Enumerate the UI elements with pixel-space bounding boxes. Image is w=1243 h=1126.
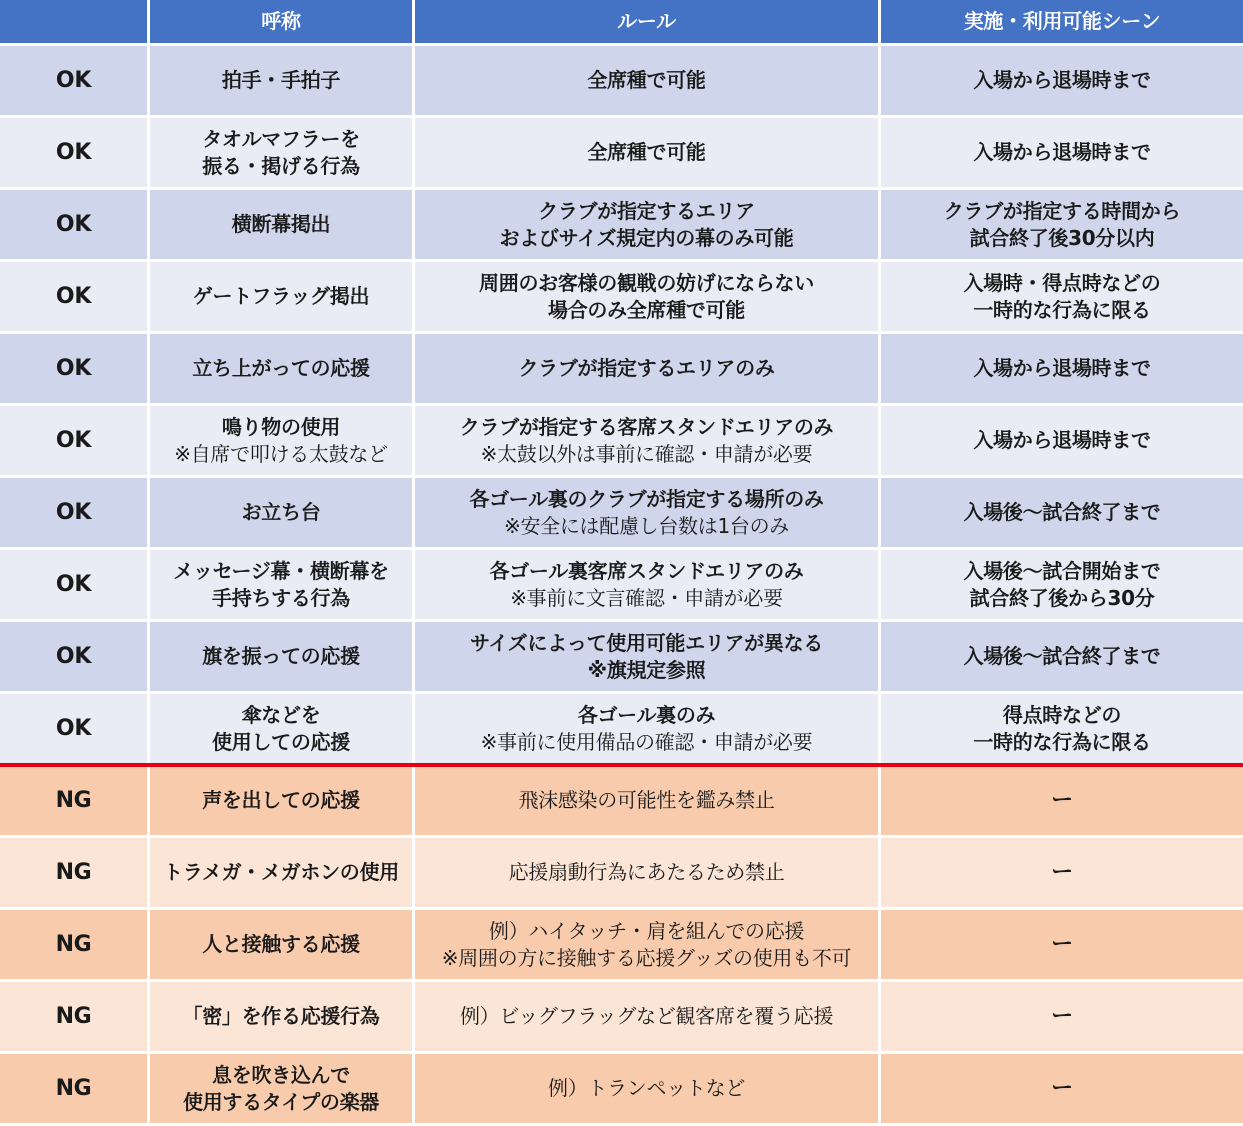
status-cell: NG: [0, 838, 150, 910]
status-cell: OK: [0, 118, 150, 190]
scene-cell: ー: [881, 766, 1243, 838]
scene-cell: ー: [881, 1054, 1243, 1126]
status-cell: NG: [0, 766, 150, 838]
name-line: 使用しての応援: [212, 729, 350, 754]
scene-cell: ー: [881, 838, 1243, 910]
name-cell: [150, 46, 415, 118]
name-line: 手持ちする行為: [212, 585, 350, 610]
rule-cell: [415, 118, 881, 190]
status-cell: OK: [0, 262, 150, 334]
rule-line: クラブが指定するエリアのみ: [518, 356, 775, 380]
status-cell: OK: [0, 190, 150, 262]
status-cell: OK: [0, 694, 150, 766]
rule-cell: [415, 550, 881, 622]
status-cell: NG: [0, 982, 150, 1054]
scene-cell: ー: [881, 910, 1243, 982]
rule-line: 例）トランペットなど: [548, 1076, 745, 1100]
ng-row: [0, 766, 1243, 838]
rule-line: 例）ハイタッチ・肩を組んでの応援: [488, 918, 805, 943]
header-status: [0, 0, 150, 46]
rule-line: ※旗規定参照: [587, 657, 706, 682]
rule-note: ※事前に使用備品の確認・申請が必要: [480, 729, 813, 754]
status-cell: OK: [0, 46, 150, 118]
scene-line: 試合終了後から30分: [969, 585, 1155, 610]
ok-row: [0, 478, 1243, 550]
rule-line: 飛沫感染の可能性を鑑み禁止: [518, 788, 775, 812]
name-line: 拍手・手拍子: [221, 68, 341, 92]
name-cell: [150, 910, 415, 982]
table-header: [0, 0, 1243, 46]
ng-row: [0, 982, 1243, 1054]
rule-line: 例）ビッグフラッグなど観客席を覆う応援: [459, 1004, 834, 1028]
name-line: 立ち上がっての応援: [192, 356, 370, 380]
ok-row: [0, 406, 1243, 478]
scene-cell: [881, 262, 1243, 334]
name-cell: [150, 1054, 415, 1126]
rule-cell: [415, 406, 881, 478]
rule-line: 各ゴール裏客席スタンドエリアのみ: [489, 558, 804, 583]
status-cell: NG: [0, 910, 150, 982]
scene-line: 一時的な行為に限る: [973, 729, 1151, 754]
scene-cell: [881, 190, 1243, 262]
rule-note: ※事前に文言確認・申請が必要: [510, 585, 783, 610]
status-cell: OK: [0, 334, 150, 406]
rule-line: クラブが指定する客席スタンドエリアのみ: [459, 414, 834, 439]
name-line: ゲートフラッグ掲出: [192, 284, 370, 308]
ok-row: [0, 334, 1243, 406]
rule-cell: [415, 478, 881, 550]
header-scene: 実施・利用可能シーン: [881, 0, 1243, 46]
status-cell: OK: [0, 478, 150, 550]
ok-row: [0, 622, 1243, 694]
status-cell: NG: [0, 1054, 150, 1126]
rule-line: 場合のみ全席種で可能: [548, 297, 745, 322]
rule-line: 周囲のお客様の観戦の妨げにならない: [479, 270, 814, 295]
scene-line: 試合終了後30分以内: [969, 225, 1155, 250]
scene-cell: [881, 406, 1243, 478]
scene-line: 入場後～試合終了まで: [963, 500, 1161, 524]
ng-row: [0, 838, 1243, 910]
name-note: ※自席で叩ける太鼓など: [174, 441, 388, 466]
rule-line: 各ゴール裏のクラブが指定する場所のみ: [469, 486, 824, 511]
rule-cell: [415, 46, 881, 118]
rule-note: ※太鼓以外は事前に確認・申請が必要: [480, 441, 813, 466]
ok-row: [0, 550, 1243, 622]
scene-cell: [881, 550, 1243, 622]
name-line: トラメガ・メガホンの使用: [163, 860, 399, 884]
rule-cell: [415, 982, 881, 1054]
name-line: タオルマフラーを: [202, 126, 360, 151]
scene-line: 入場から退場時まで: [973, 140, 1151, 164]
name-line: 横断幕掲出: [231, 212, 331, 236]
name-line: お立ち台: [241, 500, 321, 524]
name-line: 傘などを: [241, 702, 321, 727]
rule-cell: [415, 838, 881, 910]
ok-section: [0, 46, 1243, 766]
scene-line: 入場から退場時まで: [973, 68, 1151, 92]
status-cell: OK: [0, 550, 150, 622]
name-cell: [150, 694, 415, 766]
rule-note: ※安全には配慮し台数は1台のみ: [504, 513, 789, 538]
rule-cell: [415, 766, 881, 838]
name-line: 使用するタイプの楽器: [183, 1089, 379, 1114]
ok-ng-divider: [0, 763, 1243, 767]
header-name: 呼称: [150, 0, 415, 46]
rule-cell: [415, 262, 881, 334]
name-cell: [150, 190, 415, 262]
rule-cell: [415, 694, 881, 766]
name-cell: [150, 982, 415, 1054]
scene-cell: [881, 694, 1243, 766]
rule-line: 応援扇動行為にあたるため禁止: [508, 860, 785, 884]
rule-line: およびサイズ規定内の幕のみ可能: [499, 225, 794, 250]
name-line: 声を出しての応援: [202, 788, 360, 812]
ng-section: [0, 766, 1243, 1126]
scene-cell: [881, 478, 1243, 550]
status-cell: OK: [0, 406, 150, 478]
ok-row: [0, 694, 1243, 766]
rule-cell: [415, 1054, 881, 1126]
scene-line: 得点時などの: [1002, 702, 1122, 727]
rule-cell: [415, 622, 881, 694]
ng-row: [0, 1054, 1243, 1126]
name-cell: [150, 262, 415, 334]
scene-line: 入場から退場時まで: [973, 428, 1151, 452]
name-cell: [150, 550, 415, 622]
ng-row: [0, 910, 1243, 982]
rule-line: 各ゴール裏のみ: [577, 702, 716, 727]
name-cell: [150, 334, 415, 406]
scene-line: クラブが指定する時間から: [943, 198, 1181, 223]
scene-line: 入場後～試合終了まで: [963, 644, 1161, 668]
name-line: 息を吹き込んで: [212, 1062, 350, 1087]
ok-row: [0, 190, 1243, 262]
rule-cell: [415, 910, 881, 982]
name-line: 振る・掲げる行為: [202, 153, 360, 178]
rule-line: クラブが指定するエリア: [538, 198, 755, 223]
name-cell: [150, 118, 415, 190]
name-cell: [150, 766, 415, 838]
scene-line: 入場時・得点時などの: [963, 270, 1161, 295]
ok-row: [0, 118, 1243, 190]
name-line: 旗を振っての応援: [202, 644, 360, 668]
name-line: 人と接触する応援: [202, 932, 360, 956]
scene-cell: [881, 622, 1243, 694]
rule-line: 全席種で可能: [587, 140, 706, 164]
header-rule: ルール: [415, 0, 881, 46]
scene-cell: [881, 334, 1243, 406]
ok-row: [0, 46, 1243, 118]
scene-cell: [881, 118, 1243, 190]
rule-cell: [415, 190, 881, 262]
name-cell: [150, 838, 415, 910]
name-cell: [150, 406, 415, 478]
scene-line: 入場から退場時まで: [973, 356, 1151, 380]
rule-line: 全席種で可能: [587, 68, 706, 92]
scene-line: 一時的な行為に限る: [973, 297, 1151, 322]
status-cell: OK: [0, 622, 150, 694]
name-line: メッセージ幕・横断幕を: [173, 558, 389, 583]
scene-cell: [881, 46, 1243, 118]
name-line: 鳴り物の使用: [221, 414, 341, 439]
rule-line: サイズによって使用可能エリアが異なる: [470, 630, 823, 655]
name-cell: [150, 478, 415, 550]
rule-cell: [415, 334, 881, 406]
name-line: 「密」を作る応援行為: [182, 1004, 380, 1028]
scene-cell: ー: [881, 982, 1243, 1054]
ok-row: [0, 262, 1243, 334]
rule-line: ※周囲の方に接触する応援グッズの使用も不可: [441, 945, 852, 970]
scene-line: 入場後～試合開始まで: [963, 558, 1161, 583]
name-cell: [150, 622, 415, 694]
